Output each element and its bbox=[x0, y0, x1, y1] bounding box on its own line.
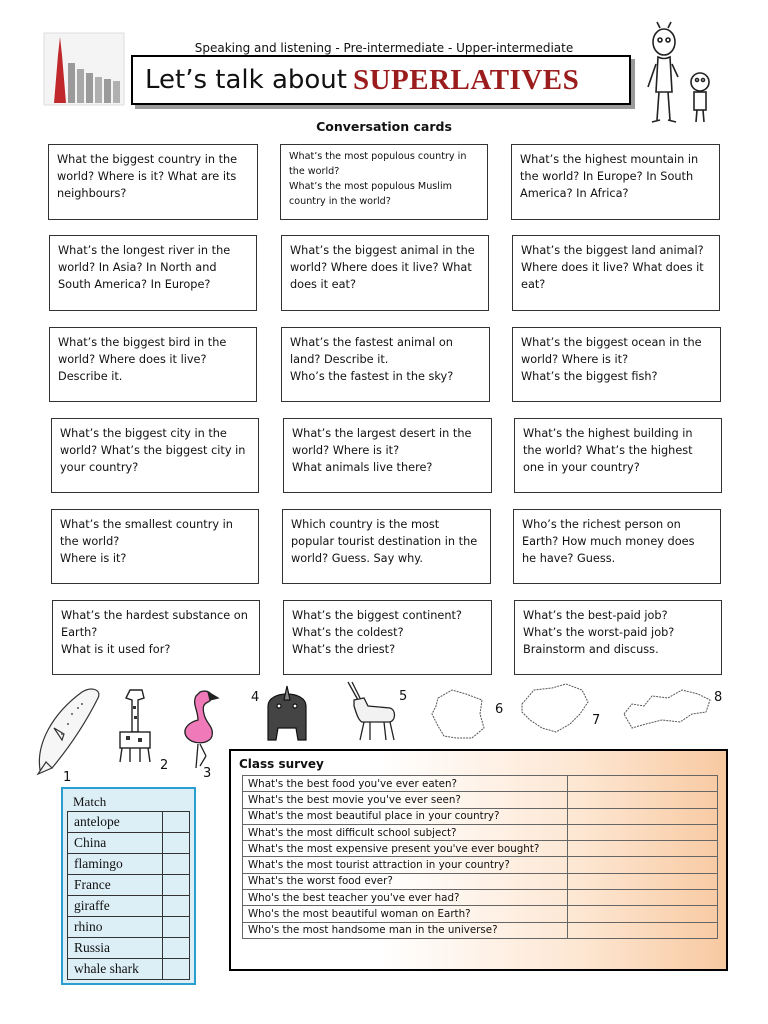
card-r2-c0: What’s the biggest bird in the world? Where does it live? Describe it. bbox=[49, 327, 257, 402]
survey-question: What's the most expensive present you've ever bought? bbox=[243, 841, 568, 857]
card-r0-c0: What the biggest country in the world? Where is it? What are its neighbours? bbox=[48, 144, 258, 220]
match-answer-box[interactable] bbox=[162, 938, 190, 958]
card-r4-c1: Which country is the most popular tourist destination in the world? Guess. Say why. bbox=[282, 509, 491, 584]
survey-question: What's the worst food ever? bbox=[243, 873, 568, 889]
survey-question: What's the most difficult school subject? bbox=[243, 824, 568, 840]
conversation-heading: Conversation cards bbox=[316, 119, 452, 134]
picture-number-6: 6 bbox=[495, 702, 504, 717]
page-title: Let’s talk about bbox=[145, 65, 347, 95]
match-answer-box[interactable] bbox=[162, 896, 190, 916]
table-row bbox=[243, 906, 718, 922]
survey-question: What's the best movie you've ever seen? bbox=[243, 792, 568, 808]
survey-answer-cell[interactable] bbox=[568, 890, 718, 906]
match-row: China bbox=[67, 832, 190, 853]
match-answer-box[interactable] bbox=[162, 812, 190, 832]
survey-question: What's the most beautiful place in your country? bbox=[243, 808, 568, 824]
class-survey-panel bbox=[229, 749, 728, 971]
match-answer-box[interactable] bbox=[162, 833, 190, 853]
table-row bbox=[243, 922, 718, 938]
title-box bbox=[131, 55, 631, 105]
picture-number-3: 3 bbox=[203, 766, 212, 781]
page-subtitle: Speaking and listening - Pre-intermediate - Upper-intermediate bbox=[194, 41, 574, 55]
whale-shark-icon bbox=[32, 684, 104, 774]
picture-number-8: 8 bbox=[714, 690, 723, 705]
giraffe-icon bbox=[112, 684, 160, 764]
card-r5-c0: What’s the hardest substance on Earth? What is it used for? bbox=[52, 600, 260, 675]
survey-answer-cell[interactable] bbox=[568, 776, 718, 792]
survey-answer-cell[interactable] bbox=[568, 857, 718, 873]
antelope-icon bbox=[340, 680, 400, 742]
match-answer-box[interactable] bbox=[162, 959, 190, 979]
survey-question: Who's the most handsome man in the universe? bbox=[243, 922, 568, 938]
match-row: flamingo bbox=[67, 853, 190, 874]
match-row: Russia bbox=[67, 937, 190, 958]
card-r0-c2: What’s the highest mountain in the world? In Europe? In South America? In Africa? bbox=[511, 144, 720, 220]
survey-answer-cell[interactable] bbox=[568, 808, 718, 824]
match-row: giraffe bbox=[67, 895, 190, 916]
survey-question: What's the best food you've ever eaten? bbox=[243, 776, 568, 792]
table-row bbox=[243, 808, 718, 824]
table-row bbox=[243, 792, 718, 808]
picture-number-2: 2 bbox=[160, 758, 169, 773]
match-answer-box[interactable] bbox=[162, 875, 190, 895]
match-answer-box[interactable] bbox=[162, 917, 190, 937]
flamingo-icon bbox=[170, 684, 222, 770]
card-r4-c0: What’s the smallest country in the world? Where is it? bbox=[51, 509, 259, 584]
survey-answer-cell[interactable] bbox=[568, 873, 718, 889]
match-answer-box[interactable] bbox=[162, 854, 190, 874]
table-row bbox=[243, 890, 718, 906]
card-r1-c0: What’s the longest river in the world? In Asia? In North and South America? In Europe? bbox=[49, 235, 257, 311]
picture-number-4: 4 bbox=[251, 690, 260, 705]
picture-number-7: 7 bbox=[592, 713, 601, 728]
picture-number-5: 5 bbox=[399, 689, 408, 704]
match-row: rhino bbox=[67, 916, 190, 937]
match-row: whale shark bbox=[67, 958, 190, 980]
card-r3-c1: What’s the largest desert in the world? Where is it? What animals live there? bbox=[283, 418, 492, 493]
card-r5-c1: What’s the biggest continent? What’s the coldest? What’s the driest? bbox=[283, 600, 492, 675]
card-r3-c0: What’s the biggest city in the world? What’s the biggest city in your country? bbox=[51, 418, 259, 493]
survey-answer-cell[interactable] bbox=[568, 906, 718, 922]
page-title-accent: SUPERLATIVES bbox=[352, 63, 580, 96]
france-map-icon bbox=[426, 684, 492, 744]
match-row: antelope bbox=[67, 811, 190, 832]
card-r5-c2: What’s the best-paid job? What’s the worst-paid job? Brainstorm and discuss. bbox=[514, 600, 722, 675]
survey-question: What's the most tourist attraction in your country? bbox=[243, 857, 568, 873]
survey-question: Who's the most beautiful woman on Earth? bbox=[243, 906, 568, 922]
card-r2-c1: What’s the fastest animal on land? Describe it. Who’s the fastest in the sky? bbox=[281, 327, 490, 402]
card-r1-c2: What’s the biggest land animal? Where does it live? What does it eat? bbox=[512, 235, 720, 311]
table-row bbox=[243, 857, 718, 873]
survey-answer-cell[interactable] bbox=[568, 841, 718, 857]
table-row bbox=[243, 824, 718, 840]
cartoon-figures-icon bbox=[640, 22, 720, 127]
rhino-icon bbox=[262, 682, 312, 746]
card-r3-c2: What’s the highest building in the world? What’s the highest one in your country? bbox=[514, 418, 722, 493]
table-row bbox=[243, 841, 718, 857]
survey-title: Class survey bbox=[239, 757, 324, 771]
card-r2-c2: What’s the biggest ocean in the world? Where is it? What’s the biggest fish? bbox=[512, 327, 721, 402]
russia-map-icon bbox=[622, 684, 714, 734]
survey-answer-cell[interactable] bbox=[568, 792, 718, 808]
card-r0-c1: What’s the most populous country in the world? What’s the most populous Muslim country in the world? bbox=[280, 144, 488, 220]
survey-table bbox=[242, 775, 718, 939]
survey-answer-cell[interactable] bbox=[568, 824, 718, 840]
survey-question: Who's the best teacher you've ever had? bbox=[243, 890, 568, 906]
picture-number-1: 1 bbox=[63, 770, 72, 785]
match-row: France bbox=[67, 874, 190, 895]
card-r1-c1: What’s the biggest animal in the world? Where does it live? What does it eat? bbox=[281, 235, 489, 311]
card-r4-c2: Who’s the richest person on Earth? How much money does he have? Guess. bbox=[513, 509, 721, 584]
match-panel bbox=[61, 787, 196, 985]
china-map-icon bbox=[518, 680, 592, 738]
table-row bbox=[243, 873, 718, 889]
table-row bbox=[243, 776, 718, 792]
match-title: Match bbox=[73, 794, 107, 809]
survey-answer-cell[interactable] bbox=[568, 922, 718, 938]
